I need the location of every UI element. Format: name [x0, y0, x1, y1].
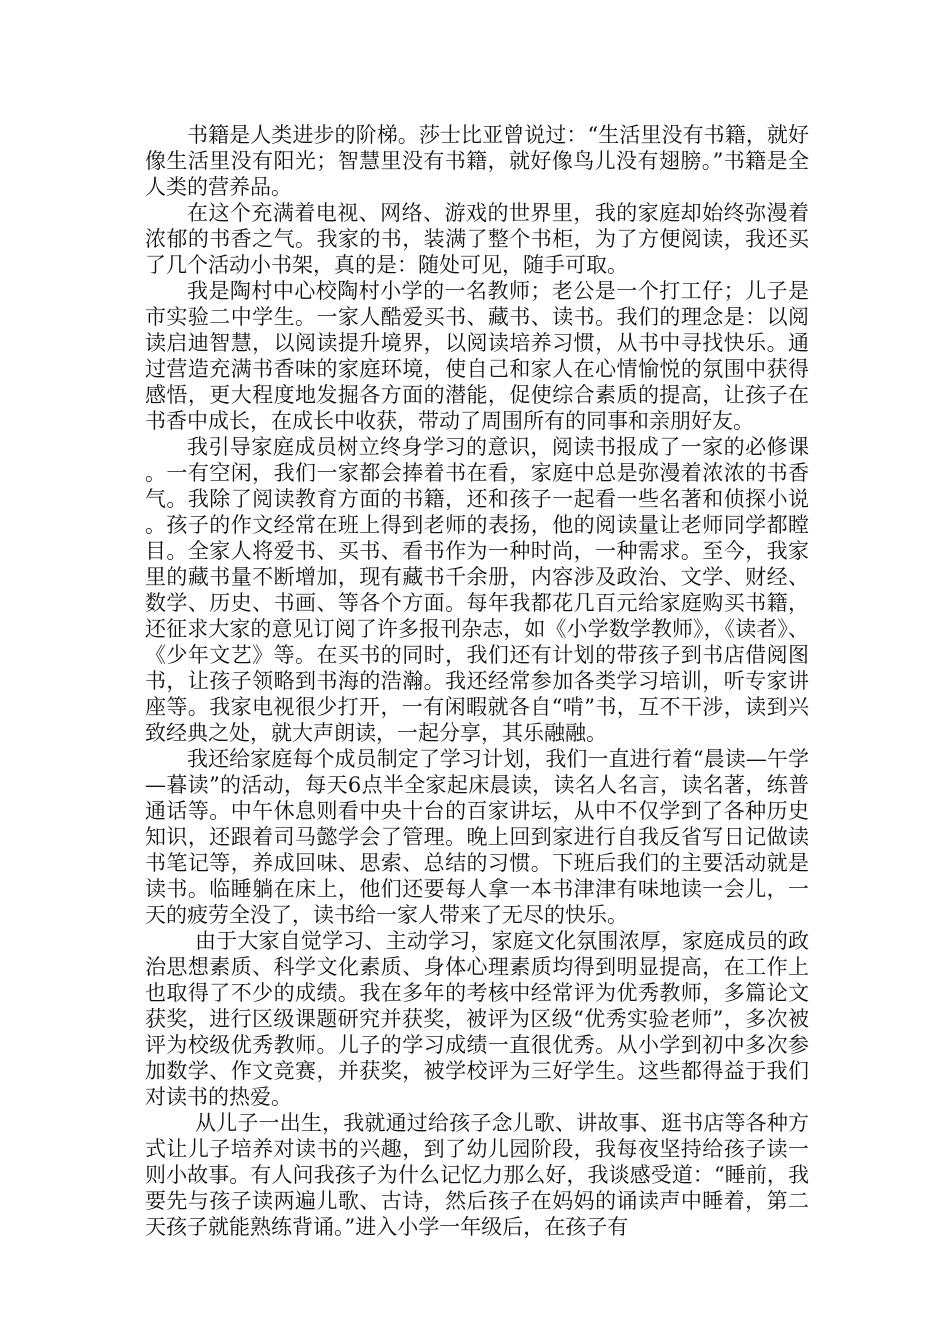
- paragraph-books-ladder: 书籍是人类进步的阶梯。莎士比亚曾说过：“生活里没有书籍，就好像生活里没有阳光；智慧里没有书籍，就好像鸟儿没有翅膀。”书籍是全人类的营养品。: [145, 123, 809, 199]
- paragraph-family-intro: 我是陶村中心校陶村小学的一名教师；老公是一个打工仔；儿子是市实验二中学生。一家人酷爱买书、藏书、读书。我们的理念是：以阅读启迪智慧，以阅读提升境界，以阅读培养习惯，从书中寻找快乐。通过营造充满书香味的家庭环境，使自己和家人在心情愉悦的氛围中获得感悟，更大程度地发掘各方面的潜能，促使综合素质的提高，让孩子在书香中成长，在成长中收获，带动了周围所有的同事和亲朋好友。: [145, 279, 809, 433]
- paragraph-child-reading: 从儿子一出生，我就通过给孩子念儿歌、讲故事、逛书店等各种方式让儿子培养对读书的兴趣，到了幼儿园阶段，我每夜坚持给孩子读一则小故事。有人问我孩子为什么记忆力那么好，我谈感受道：“睡前，我要先与孩子读两遍儿歌、古诗，然后孩子在妈妈的诵读声中睡着，第二天孩子就能熟练背诵。”进入小学一年级后，在孩子有: [145, 1111, 809, 1239]
- paragraph-family-books: 在这个充满着电视、网络、游戏的世界里，我的家庭却始终弥漫着浓郁的书香之气。我家的书，装满了整个书柜，为了方便阅读，我还买了几个活动小书架，真的是：随处可见，随手可取。: [145, 201, 809, 277]
- paragraph-study-plan: 我还给家庭每个成员制定了学习计划，我们一直进行着“晨读—午学—暮读”的活动，每天6点半全家起床晨读，读名人名言，读名著，练普通话等。中午休息则看中央十台的百家讲坛，从中不仅学到了各种历史知识，还跟着司马懿学会了管理。晚上回到家进行自我反省写日记做读书笔记等，养成回味、思索、总结的习惯。下班后我们的主要活动就是读书。临睡躺在床上，他们还要每人拿一本书津津有味地读一会儿，一天的疲劳全没了，读书给一家人带来了无尽的快乐。: [145, 747, 809, 927]
- paragraph-lifelong-learning: 我引导家庭成员树立终身学习的意识，阅读书报成了一家的必修课。一有空闲，我们一家都会捧着书在看，家庭中总是弥漫着浓浓的书香气。我除了阅读教育方面的书籍，还和孩子一起看一些名著和侦探小说。孩子的作文经常在班上得到老师的表扬，他的阅读量让老师同学都瞠目。全家人将爱书、买书、看书作为一种时尚，一种需求。至今，我家里的藏书量不断增加，现有藏书千余册，内容涉及政治、文学、财经、数学、历史、书画、等各个方面。每年我都花几百元给家庭购买书籍，还征求大家的意见订阅了许多报刊杂志，如《小学数学教师》，《读者》、《少年文艺》等。在买书的同时，我们还有计划的带孩子到书店借阅图书，让孩子领略到书海的浩瀚。我还经常参加各类学习培训，听专家讲座等。我家电视很少打开，一有闲暇就各自“啃”书，互不干涉，读到兴致经典之处，就大声朗读，一起分享，其乐融融。: [145, 435, 809, 745]
- document-body: [145, 122, 809, 1240]
- paragraph-achievements: 由于大家自觉学习、主动学习，家庭文化氛围浓厚，家庭成员的政治思想素质、科学文化素质、身体心理素质均得到明显提高，在工作上也取得了不少的成绩。我在多年的考核中经常评为优秀教师，多篇论文获奖，进行区级课题研究并获奖，被评为区级“优秀实验老师”，多次被评为校级优秀教师。儿子的学习成绩一直很优秀。从小学到初中多次参加数学、作文竞赛，并获奖，被学校评为三好学生。这些都得益于我们对读书的热爱。: [145, 929, 809, 1109]
